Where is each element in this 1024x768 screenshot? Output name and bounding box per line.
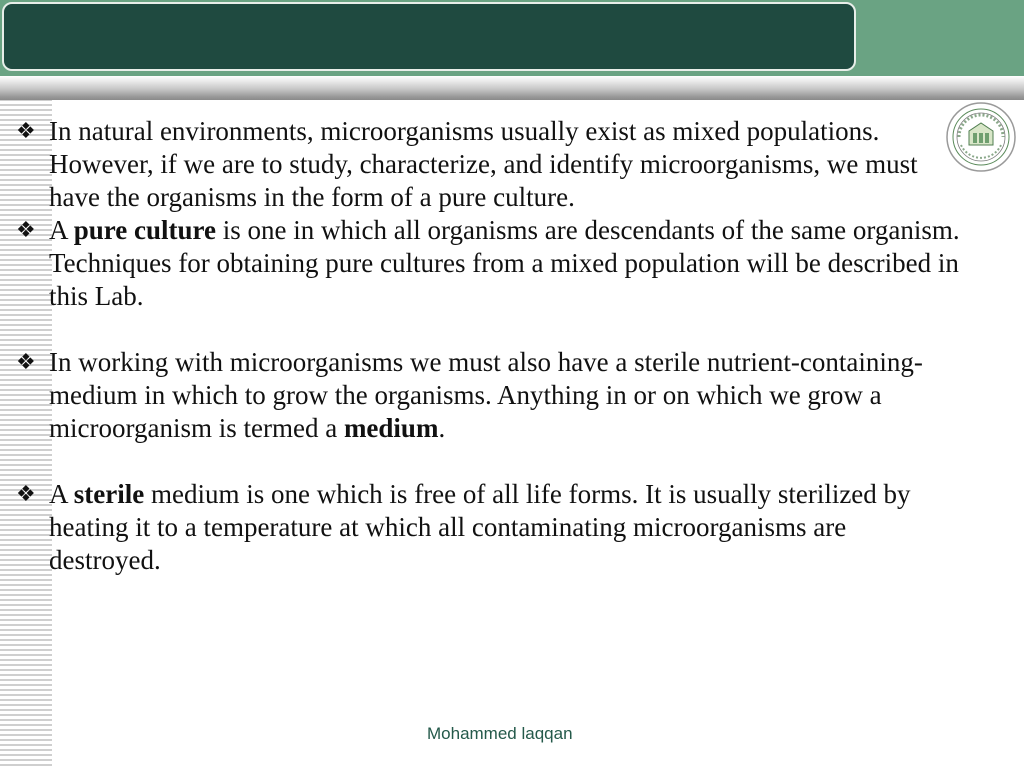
bullet-text: [49, 479, 911, 575]
bullet-text-run: medium is one which is free of all life forms. It is usually sterilized by heating it to a temperature at which all contaminating microorganisms are destroyed.: [49, 479, 911, 575]
bullet-item: [16, 214, 961, 313]
left-strip-shadow: [0, 76, 52, 100]
bullet-item: [16, 478, 961, 577]
bullet-spacer: [16, 445, 961, 478]
bullet-text-run: is one in which all organisms are descendants of the same organism. Techniques for obtaining pure cultures from a mixed population will be described in this Lab.: [49, 215, 960, 311]
slide-title-box: [2, 2, 856, 71]
diamond-bullet-icon: ❖: [16, 119, 36, 144]
bullet-emphasis: pure culture: [73, 215, 217, 245]
bullet-text: [49, 215, 960, 311]
bullet-text: [49, 347, 923, 443]
bullet-text-run: In natural environments, microorganisms usually exist as mixed populations. However, if we are to study, characterize, and identify microorganisms, we must have the organisms in the form of a pure culture.: [49, 116, 918, 212]
diamond-bullet-icon: ❖: [16, 218, 36, 243]
bullet-item: [16, 346, 961, 445]
footer-author: Mohammed laqqan: [427, 724, 573, 743]
header-divider: [0, 76, 1024, 100]
bullet-text-run: In working with microorganisms we must also have a sterile nutrient-containing-medium in which to grow the organisms. Anything in or on which we grow a microorganism is termed a: [49, 347, 923, 443]
bullet-text: [49, 116, 918, 212]
bullet-text-run: A: [49, 215, 74, 245]
diamond-bullet-icon: ❖: [16, 350, 36, 375]
diamond-bullet-icon: ❖: [16, 482, 36, 507]
bullet-emphasis: medium: [343, 413, 439, 443]
bullet-item: [16, 115, 961, 214]
slide-body: [16, 115, 961, 577]
bullet-text-run: .: [438, 413, 446, 443]
bullet-spacer: [16, 313, 961, 346]
bullet-emphasis: sterile: [73, 479, 145, 509]
bullet-text-run: A: [49, 479, 74, 509]
